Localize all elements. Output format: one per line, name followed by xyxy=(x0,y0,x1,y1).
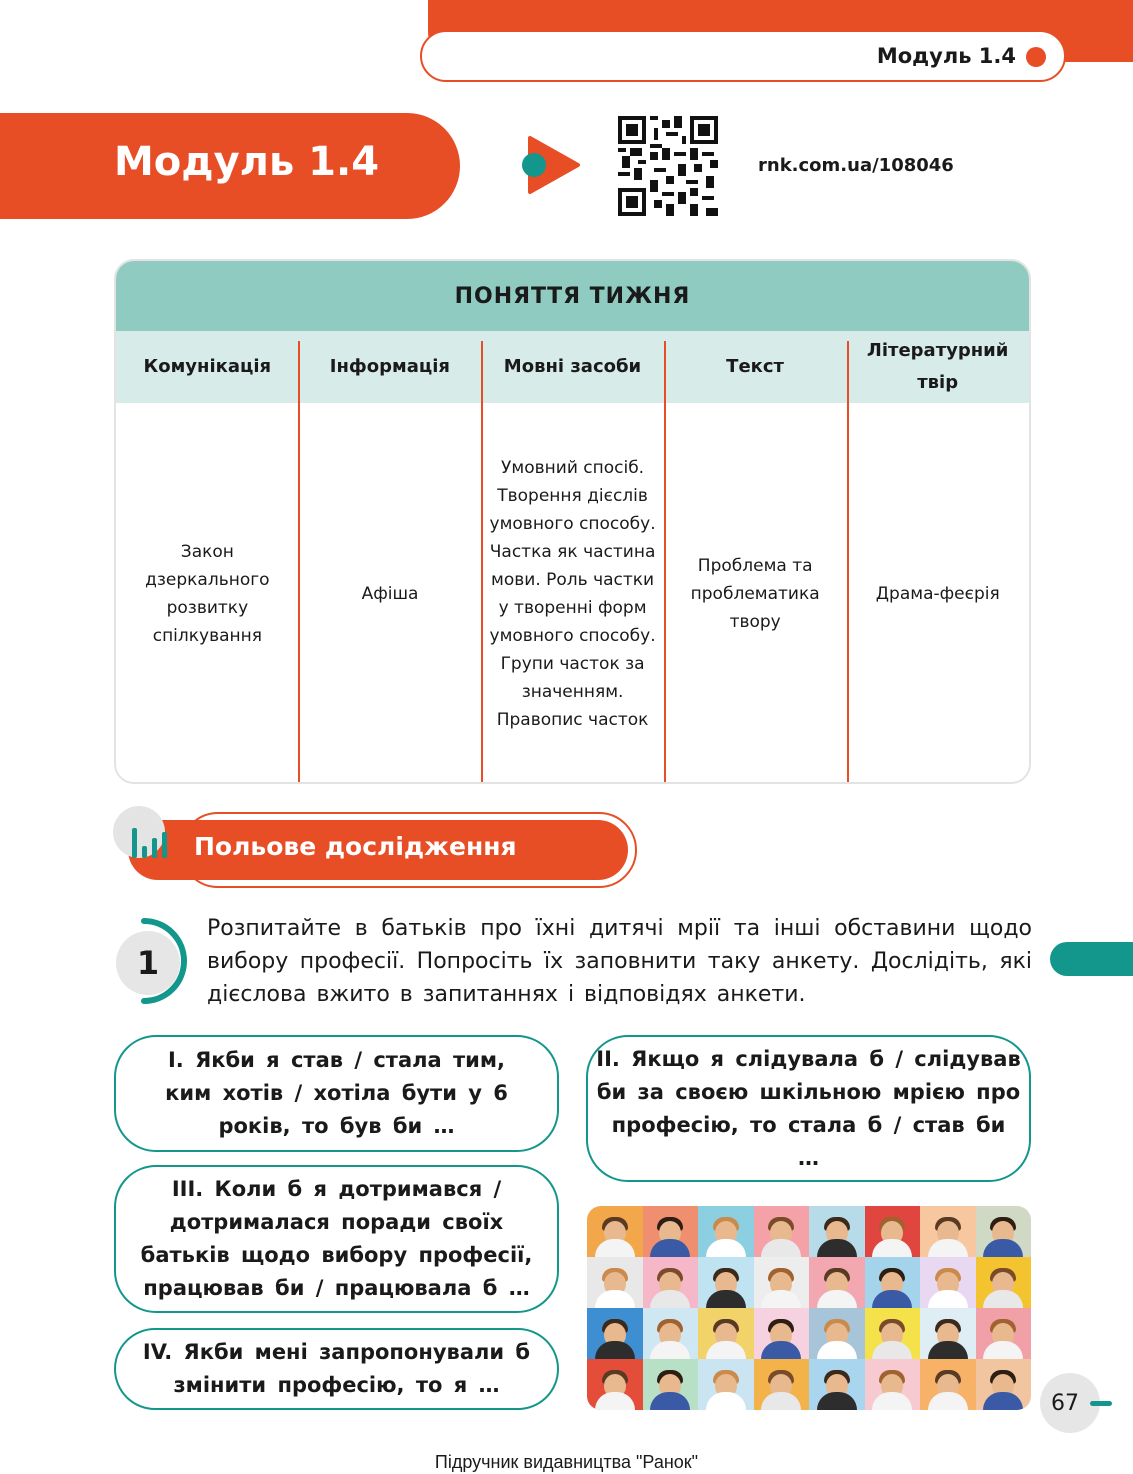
table-cell: Умовний спосіб. Творення дієслів умовного способу. Частка як частина мови. Роль частки у творенні форм умовного способу. Групи часток за значенням. Правопис часток xyxy=(489,457,656,730)
child-body xyxy=(872,1239,912,1257)
column-header: Комунікація xyxy=(143,356,272,377)
column-header: Літературний твір xyxy=(866,340,1009,393)
child-photo-tile xyxy=(643,1359,699,1410)
child-photo-tile xyxy=(976,1308,1032,1359)
child-body xyxy=(595,1341,635,1359)
child-body xyxy=(983,1341,1023,1359)
child-photo-tile xyxy=(587,1257,643,1308)
child-body xyxy=(872,1392,912,1410)
child-photo-tile xyxy=(920,1257,976,1308)
header-dot-icon xyxy=(1026,47,1046,67)
child-photo-tile xyxy=(809,1308,865,1359)
child-body xyxy=(650,1290,690,1308)
module-title-banner xyxy=(0,113,460,219)
children-photo-collage xyxy=(587,1206,1031,1410)
child-photo-tile xyxy=(976,1359,1032,1410)
child-photo-tile xyxy=(698,1206,754,1257)
child-body xyxy=(817,1290,857,1308)
child-body xyxy=(706,1239,746,1257)
child-body xyxy=(595,1290,635,1308)
question-bubble: IV. Якби мені запропонували б змінити професію, то я … xyxy=(114,1328,559,1410)
column-divider xyxy=(847,341,849,784)
child-body xyxy=(983,1239,1023,1257)
table-cell: Закон дзеркального розвитку спілкування xyxy=(145,541,270,646)
child-photo-tile xyxy=(587,1206,643,1257)
question-bubble: I. Якби я став / стала тим, ким хотів / хотіла бути у 6 років, то був би … xyxy=(114,1035,559,1152)
child-photo-tile xyxy=(865,1257,921,1308)
child-body xyxy=(928,1239,968,1257)
page-number-mark xyxy=(1090,1401,1112,1406)
child-photo-tile xyxy=(587,1359,643,1410)
module-title: Модуль 1.4 xyxy=(114,139,380,185)
column-divider xyxy=(664,341,666,784)
concepts-header-row xyxy=(116,331,1029,403)
table-cell: Афіша xyxy=(361,583,419,604)
bar-chart-icon xyxy=(128,826,174,860)
child-photo-tile xyxy=(698,1308,754,1359)
child-body xyxy=(872,1341,912,1359)
child-body xyxy=(983,1290,1023,1308)
child-photo-tile xyxy=(643,1206,699,1257)
column-divider xyxy=(481,341,483,784)
child-body xyxy=(761,1392,801,1410)
child-body xyxy=(872,1290,912,1308)
qr-code-icon[interactable] xyxy=(618,116,718,216)
child-body xyxy=(706,1392,746,1410)
section-banner xyxy=(128,820,628,880)
play-icon[interactable] xyxy=(520,136,582,194)
child-body xyxy=(761,1341,801,1359)
child-photo-tile xyxy=(920,1359,976,1410)
child-body xyxy=(928,1392,968,1410)
concepts-table xyxy=(114,259,1031,784)
child-body xyxy=(817,1341,857,1359)
section-title: Польове дослідження xyxy=(194,832,517,861)
table-cell: Проблема та проблематика твору xyxy=(690,555,820,632)
child-photo-tile xyxy=(920,1206,976,1257)
child-body xyxy=(817,1239,857,1257)
child-body xyxy=(650,1341,690,1359)
side-tab xyxy=(1050,942,1133,976)
task-number: 1 xyxy=(116,931,180,995)
column-divider xyxy=(298,341,300,784)
child-body xyxy=(928,1290,968,1308)
column-header: Інформація xyxy=(329,356,450,377)
child-photo-tile xyxy=(809,1206,865,1257)
task-number-badge xyxy=(112,918,198,1004)
child-body xyxy=(595,1239,635,1257)
child-photo-tile xyxy=(643,1257,699,1308)
question-bubble: II. Якщо я слідувала б / слідував би за своєю шкільною мрією про професію, то стала б / став би … xyxy=(586,1035,1031,1182)
child-body xyxy=(595,1392,635,1410)
child-photo-tile xyxy=(865,1359,921,1410)
child-body xyxy=(706,1341,746,1359)
child-photo-tile xyxy=(920,1308,976,1359)
child-body xyxy=(761,1290,801,1308)
child-photo-tile xyxy=(698,1257,754,1308)
child-body xyxy=(650,1239,690,1257)
child-photo-tile xyxy=(698,1359,754,1410)
child-photo-tile xyxy=(865,1206,921,1257)
child-photo-tile xyxy=(754,1308,810,1359)
child-photo-tile xyxy=(809,1359,865,1410)
child-photo-tile xyxy=(754,1206,810,1257)
task-text: Розпитайте в батьків про їхні дитячі мрії та інші обставини щодо вибору професії. Попросіть їх заповнити таку анкету. Дослідіть, які дієслова вжито в запитаннях і відповідях анкети. xyxy=(207,916,1032,1007)
child-photo-tile xyxy=(754,1359,810,1410)
child-photo-tile xyxy=(976,1257,1032,1308)
child-body xyxy=(761,1239,801,1257)
question-bubble: III. Коли б я дотримався / дотрималася поради своїх батьків щодо вибору професії, працював би / працювала б … xyxy=(114,1165,559,1313)
publisher-footer: Підручник видавництва "Ранок" xyxy=(434,1452,699,1472)
child-body xyxy=(650,1392,690,1410)
child-photo-tile xyxy=(976,1206,1032,1257)
child-body xyxy=(706,1290,746,1308)
page-number: 67 xyxy=(1051,1390,1079,1416)
child-body xyxy=(817,1392,857,1410)
child-photo-tile xyxy=(865,1308,921,1359)
header-module-pill xyxy=(420,30,1066,82)
child-photo-tile xyxy=(809,1257,865,1308)
child-photo-tile xyxy=(754,1257,810,1308)
header-module-label: Модуль 1.4 xyxy=(876,44,1016,68)
column-header: Текст xyxy=(726,356,784,377)
child-photo-tile xyxy=(587,1308,643,1359)
child-photo-tile xyxy=(643,1308,699,1359)
resource-url[interactable]: rnk.com.ua/108046 xyxy=(758,155,954,176)
table-cell: Драма-феєрія xyxy=(875,583,1000,604)
concepts-table-title: ПОНЯТТЯ ТИЖНЯ xyxy=(116,261,1029,331)
child-body xyxy=(983,1392,1023,1410)
child-body xyxy=(928,1341,968,1359)
column-header: Мовні засоби xyxy=(503,356,642,377)
concepts-value-row xyxy=(116,403,1029,784)
